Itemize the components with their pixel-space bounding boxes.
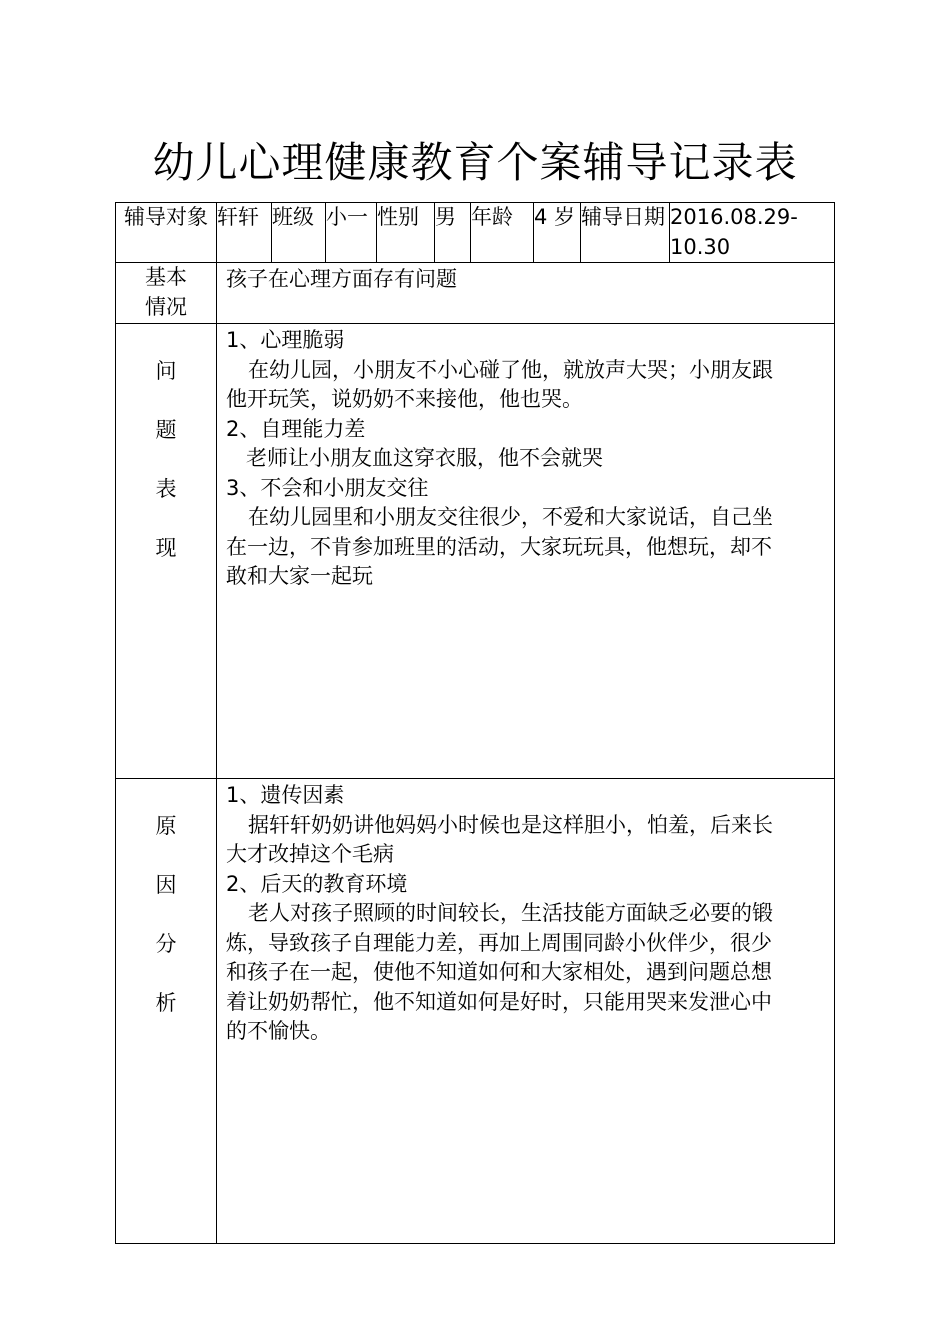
counseling-record-table xyxy=(115,202,835,1244)
problems-label-char: 问 xyxy=(155,359,177,383)
cause-text-line: 着让奶奶帮忙，他不知道如何是好时，只能用哭来发泄心中 xyxy=(226,989,772,1014)
basic-row xyxy=(116,263,835,324)
cause-heading-2: 2、后天的教育环境 xyxy=(226,871,408,896)
cause-text-line: 炼，导致孩子自理能力差，再加上周围同龄小伙伴少，很少 xyxy=(226,930,772,955)
causes-label-char: 原 xyxy=(155,814,177,838)
basic-label xyxy=(116,263,217,324)
cause-text-line: 老人对孩子照顾的时间较长，生活技能方面缺乏必要的锻 xyxy=(248,901,773,925)
causes-label-char: 析 xyxy=(155,991,177,1015)
cause-heading-1: 1、遗传因素 xyxy=(226,783,345,807)
cause-text-line: 据轩轩奶奶讲他妈妈小时候也是这样胆小，怕羞，后来长 xyxy=(248,812,773,837)
problems-label-char: 题 xyxy=(155,418,177,442)
basic-content: 孩子在心理方面存有问题 xyxy=(217,263,835,324)
cause-text-line: 的不愉快。 xyxy=(226,1019,331,1043)
basic-label-line-2: 情况 xyxy=(145,294,187,319)
causes-label-char: 分 xyxy=(155,932,177,956)
basic-label-line-1: 基本 xyxy=(145,265,187,289)
causes-content xyxy=(217,779,835,1244)
problem-text-line: 他开玩笑，说奶奶不来接他，他也哭。 xyxy=(226,387,583,411)
cause-text-line: 大才改掉这个毛病 xyxy=(226,842,394,866)
subject-value: 轩轩 xyxy=(217,203,272,263)
problem-text-line: 老师让小朋友血这穿衣服，他不会就哭 xyxy=(246,446,603,470)
class-label: 班级 xyxy=(272,203,326,263)
date-value: 2016.08.29-10.30 xyxy=(670,203,835,263)
date-label: 辅导日期 xyxy=(581,203,670,263)
causes-label-char: 因 xyxy=(155,873,177,897)
age-label: 年龄 xyxy=(471,203,534,263)
class-value: 小一 xyxy=(326,203,377,263)
problem-heading-1: 1、心理脆弱 xyxy=(226,328,345,352)
problem-heading-3: 3、不会和小朋友交往 xyxy=(226,475,429,500)
causes-row xyxy=(116,779,835,1244)
causes-label xyxy=(116,779,217,1244)
gender-value: 男 xyxy=(435,203,471,263)
problem-text-line: 敢和大家一起玩 xyxy=(226,564,373,588)
problem-heading-2: 2、自理能力差 xyxy=(226,416,366,441)
problems-label-char: 现 xyxy=(155,536,177,560)
age-value: 4 岁 xyxy=(534,203,581,263)
gender-label: 性别 xyxy=(377,203,435,263)
subject-label: 辅导对象 xyxy=(116,203,217,263)
info-row xyxy=(116,203,835,263)
problem-text-line: 在幼儿园，小朋友不小心碰了他，就放声大哭；小朋友跟 xyxy=(248,357,773,382)
page-title: 幼儿心理健康教育个案辅导记录表 xyxy=(152,138,798,187)
problems-content xyxy=(217,324,835,779)
problems-row xyxy=(116,324,835,779)
problem-text-line: 在幼儿园里和小朋友交往很少，不爱和大家说话，自己坐 xyxy=(248,505,773,529)
problems-label-char: 表 xyxy=(155,477,177,501)
cause-text-line: 和孩子在一起，使他不知道如何和大家相处，遇到问题总想 xyxy=(226,960,772,984)
problems-label xyxy=(116,324,217,779)
problem-text-line: 在一边，不肯参加班里的活动，大家玩玩具，他想玩，却不 xyxy=(226,534,772,559)
